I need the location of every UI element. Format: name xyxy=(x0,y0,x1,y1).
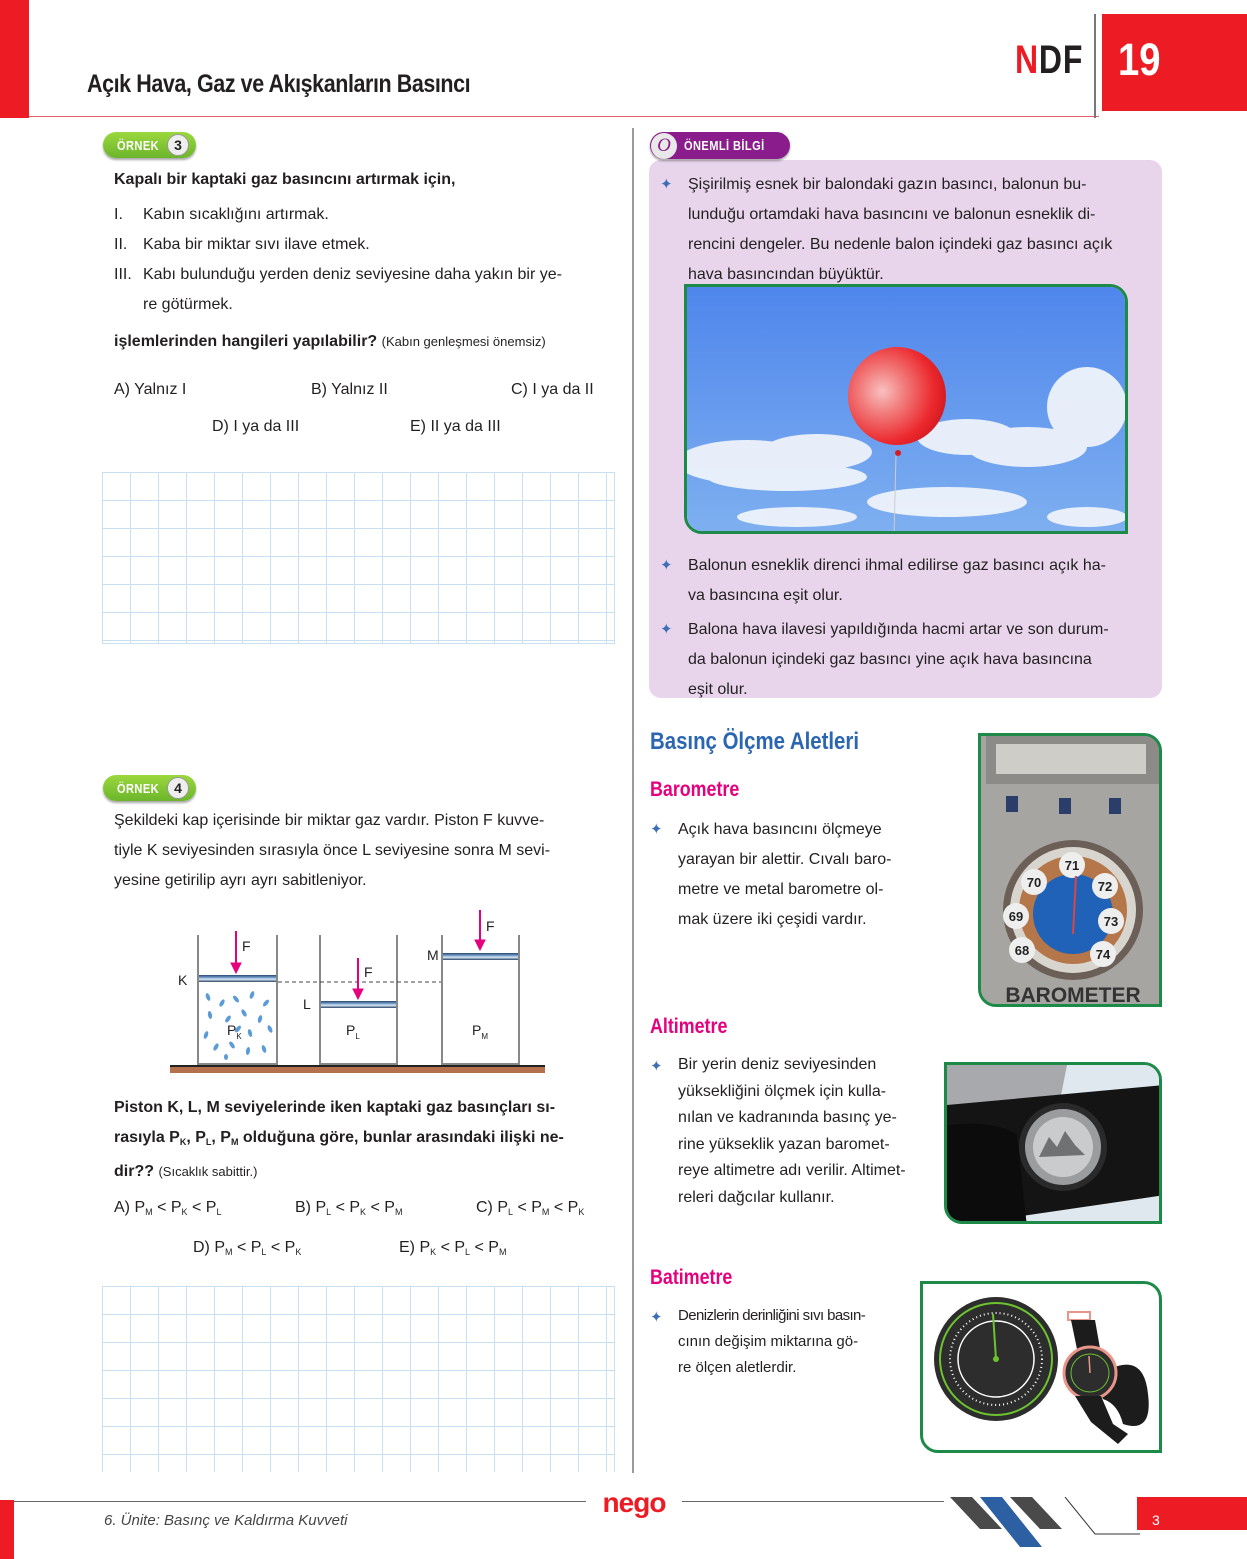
pressure-term: $P_L$ xyxy=(315,1199,332,1217)
desc-line: re ölçen aletlerdir. xyxy=(678,1359,797,1376)
bullet-line: rencini dengeler. Bu nedenle balon içindeki gaz basıncı açık xyxy=(688,236,1113,253)
question-line: dir?? (Sıcaklık sabittir.) xyxy=(114,1163,258,1180)
option-e[interactable] xyxy=(399,1233,506,1267)
pressure-term: $P_L$ xyxy=(205,1199,222,1217)
pressure-term: $P_K$ xyxy=(349,1199,367,1217)
desc-line: yüksekliğini ölçmek için kulla- xyxy=(678,1082,887,1100)
brand-letter-n: N xyxy=(1015,38,1039,82)
piston-l xyxy=(321,1001,396,1008)
info-o-icon: O xyxy=(651,133,677,159)
option-d[interactable]: D) I ya da III xyxy=(212,418,300,435)
barometre-desc xyxy=(650,815,950,935)
svg-text:69: 69 xyxy=(1008,909,1024,924)
important-info-label: ÖNEMLİ BİLGİ xyxy=(684,138,765,153)
piston-m xyxy=(443,953,518,960)
desc-line: metre ve metal barometre ol- xyxy=(678,881,884,898)
bathymeter-photo xyxy=(920,1281,1162,1453)
less-than-sign: < xyxy=(366,1199,385,1216)
example-badge-number: 3 xyxy=(167,134,189,156)
force-label-k: F xyxy=(242,938,251,954)
less-than-sign: < xyxy=(187,1199,206,1216)
intro-line: tiyle K seviyesinden sırasıyla önce L seviyesine sonra M sevi- xyxy=(114,842,551,859)
item-1 xyxy=(114,200,614,230)
pressure-term: $P_K$ xyxy=(284,1239,302,1257)
barometer-photo xyxy=(978,733,1162,1007)
barometer-sign: BAROMETER xyxy=(1005,984,1141,1007)
item-text: Kabın sıcaklığını artırmak. xyxy=(143,206,329,223)
desc-line: Açık hava basıncını ölçmeye xyxy=(678,821,882,838)
force-arrow-k xyxy=(231,931,241,973)
level-label-m: M xyxy=(427,947,439,963)
svg-text:73: 73 xyxy=(1103,914,1119,929)
altimeter-photo xyxy=(944,1062,1162,1224)
pressure-term: $P_M$ xyxy=(531,1199,550,1217)
star-bullet-icon: ✦ xyxy=(650,821,663,838)
bathymeter-image xyxy=(923,1284,1162,1453)
barometer-image xyxy=(981,736,1162,1007)
less-than-sign: < xyxy=(152,1199,171,1216)
desc-line: reye altimetre adı verilir. Altimet- xyxy=(678,1162,906,1179)
piston-k xyxy=(199,975,276,982)
option-label: B) xyxy=(295,1199,316,1216)
desc-line: rine yükseklik yazan baromet- xyxy=(678,1135,890,1153)
piston-figure xyxy=(170,905,550,1075)
pressure-label-k: $P_K$ xyxy=(227,1022,242,1041)
pressure-term: $P_M$ xyxy=(214,1239,233,1257)
example-badge-label: ÖRNEK xyxy=(117,780,160,796)
pressure-term: $P_M$ xyxy=(384,1199,403,1217)
example-3-items xyxy=(114,200,614,320)
page-number: 3 xyxy=(1152,1512,1160,1528)
batimetre-desc xyxy=(650,1303,920,1381)
less-than-sign: < xyxy=(436,1239,455,1256)
publisher-logo xyxy=(586,1485,682,1521)
ground-line xyxy=(170,1065,545,1067)
column-divider xyxy=(632,128,634,1473)
less-than-sign: < xyxy=(513,1199,532,1216)
item-roman: II. xyxy=(114,236,128,253)
pressure-term: $P_L$ xyxy=(250,1239,267,1257)
pressure-term: $P_L$ xyxy=(454,1239,471,1257)
item-2 xyxy=(114,230,614,260)
info-bullet-2 xyxy=(660,551,1160,611)
bullet-line: da balonun içindeki gaz basıncı yine açık hava basıncına xyxy=(688,651,1092,668)
publisher-logo-text: nego xyxy=(602,1487,666,1518)
force-arrow-m xyxy=(475,910,485,950)
intro-line: yesine getirilip ayrı ayrı sabitleniyor. xyxy=(114,872,367,889)
option-e[interactable]: E) II ya da III xyxy=(410,418,501,435)
option-c[interactable]: C) I ya da II xyxy=(511,381,594,398)
less-than-sign: < xyxy=(549,1199,568,1216)
item-3 xyxy=(114,260,614,290)
example-4-question xyxy=(114,1093,624,1187)
force-label-m: F xyxy=(486,918,495,934)
bullet-line: Şişirilmiş esnek bir balondaki gazın basıncı, balonun bu- xyxy=(688,176,1087,193)
example-badge-label: ÖRNEK xyxy=(117,137,160,153)
option-a[interactable] xyxy=(114,1193,221,1227)
less-than-sign: < xyxy=(266,1239,285,1256)
question-note: (Kabın genleşmesi önemsiz) xyxy=(381,334,546,349)
svg-text:74: 74 xyxy=(1095,947,1111,962)
option-label: A) xyxy=(114,1199,135,1216)
pressure-label-l: $P_L$ xyxy=(346,1022,360,1041)
star-bullet-icon: ✦ xyxy=(660,557,673,574)
item-roman: III. xyxy=(114,266,132,283)
pressure-term: $P_K$ xyxy=(419,1239,437,1257)
altimeter-image xyxy=(947,1065,1162,1224)
brand-divider xyxy=(1094,14,1096,118)
instruments-title: Basınç Ölçme Aletleri xyxy=(650,728,860,755)
footer-stripes xyxy=(950,1497,1140,1547)
scratch-grid-1 xyxy=(102,472,615,644)
pressure-term: $P_M$ xyxy=(134,1199,153,1217)
bullet-line: Balonun esneklik direnci ihmal edilirse gaz basıncı açık ha- xyxy=(688,557,1106,574)
footer-red-strip xyxy=(0,1500,14,1559)
balloon-photo xyxy=(684,284,1128,534)
star-bullet-icon: ✦ xyxy=(660,621,673,638)
less-than-sign: < xyxy=(470,1239,489,1256)
batimetre-title: Batimetre xyxy=(650,1266,733,1289)
example-3-intro: Kapalı bir kaptaki gaz basıncını artırmak için, xyxy=(114,171,456,188)
option-label: C) xyxy=(476,1199,498,1216)
less-than-sign: < xyxy=(331,1199,350,1216)
bullet-line: Balona hava ilavesi yapıldığında hacmi artar ve son durum- xyxy=(688,621,1109,638)
item-roman: I. xyxy=(114,206,123,223)
option-b[interactable] xyxy=(295,1193,402,1227)
footer-divider xyxy=(14,1501,944,1502)
svg-text:71: 71 xyxy=(1064,858,1080,873)
intro-line: Şekildeki kap içerisinde bir miktar gaz vardır. Piston F kuvve- xyxy=(114,812,545,829)
gas-molecules xyxy=(203,991,274,1060)
desc-line: Denizlerin derinliğini sıvı basın- xyxy=(678,1307,866,1324)
bullet-line: eşit olur. xyxy=(688,681,748,698)
example-4-badge xyxy=(103,775,196,801)
option-d[interactable] xyxy=(193,1233,301,1267)
item-3-cont: re götürmek. xyxy=(143,296,233,313)
pressure-term: $P_M$ xyxy=(488,1239,507,1257)
option-label: D) xyxy=(193,1239,215,1256)
option-c[interactable] xyxy=(476,1193,584,1227)
star-bullet-icon: ✦ xyxy=(650,1309,663,1326)
item-text: Kaba bir miktar sıvı ilave etmek. xyxy=(143,236,370,253)
example-3-badge xyxy=(103,132,196,158)
footer-unit-text: 6. Ünite: Basınç ve Kaldırma Kuvveti xyxy=(104,1512,348,1529)
altimetre-desc xyxy=(650,1052,950,1211)
force-label-l: F xyxy=(364,964,373,980)
desc-line: cının değişim miktarına gö- xyxy=(678,1333,859,1350)
example-3-question xyxy=(114,327,546,357)
desc-line: Bir yerin deniz seviyesinden xyxy=(678,1056,877,1073)
altimetre-title: Altimetre xyxy=(650,1015,728,1038)
pressure-term: $P_K$ xyxy=(170,1199,188,1217)
ground xyxy=(170,1067,545,1073)
scratch-grid-2 xyxy=(102,1286,615,1472)
level-label-k: K xyxy=(178,972,188,988)
bullet-line: va basıncına eşit olur. xyxy=(688,587,843,604)
header-red-strip xyxy=(0,0,29,118)
desc-line: releri dağcılar kullanır. xyxy=(678,1188,835,1206)
pressure-term: $P_L$ xyxy=(497,1199,514,1217)
option-b[interactable]: B) Yalnız II xyxy=(311,381,388,398)
item-text: Kabı bulunduğu yerden deniz seviyesine daha yakın bir ye- xyxy=(143,266,562,283)
question-note: (Sıcaklık sabittir.) xyxy=(158,1164,258,1179)
bullet-line: lunduğu ortamdaki hava basıncını ve balonun esneklik di- xyxy=(688,206,1096,223)
unit-number: 19 xyxy=(1118,34,1161,85)
example-badge-number: 4 xyxy=(167,777,189,799)
balloon-image xyxy=(687,287,1128,534)
brand-letters-df: DF xyxy=(1038,38,1084,82)
bullet-line: hava basıncından büyüktür. xyxy=(688,266,884,283)
info-bullet-1 xyxy=(660,170,1160,290)
level-label-l: L xyxy=(303,996,311,1012)
force-arrow-l xyxy=(353,958,363,999)
example-4-intro xyxy=(114,806,550,896)
svg-text:70: 70 xyxy=(1026,875,1042,890)
brand-ndf xyxy=(1015,38,1083,83)
question-line: rasıyla $P_K$, $P_L$, $P_M$ olduğuna göre, bunlar arasındaki ilişki ne- xyxy=(114,1129,564,1147)
option-label: E) xyxy=(399,1239,420,1256)
less-than-sign: < xyxy=(232,1239,251,1256)
option-a[interactable]: A) Yalnız I xyxy=(114,381,187,398)
star-bullet-icon: ✦ xyxy=(660,176,673,193)
svg-text:72: 72 xyxy=(1097,879,1113,894)
pressure-term: $P_K$ xyxy=(567,1199,585,1217)
pressure-label-m: $P_M$ xyxy=(472,1022,489,1041)
desc-line: yarayan bir alettir. Cıvalı baro- xyxy=(678,851,892,868)
svg-text:68: 68 xyxy=(1014,943,1030,958)
container-l xyxy=(319,935,398,1065)
header-divider xyxy=(29,116,1099,117)
question-text: işlemlerinden hangileri yapılabilir? xyxy=(114,333,378,350)
barometre-title: Barometre xyxy=(650,778,740,801)
info-bullet-3 xyxy=(660,615,1160,705)
desc-line: mak üzere iki çeşidi vardır. xyxy=(678,911,867,928)
important-info-badge xyxy=(650,132,790,159)
desc-line: nılan ve kadranında basınç ye- xyxy=(678,1109,897,1126)
page-title: Açık Hava, Gaz ve Akışkanların Basıncı xyxy=(87,70,471,98)
red-balloon xyxy=(848,347,946,445)
question-line: Piston K, L, M seviyelerinde iken kaptaki gaz basınçları sı- xyxy=(114,1099,556,1116)
star-bullet-icon: ✦ xyxy=(650,1058,663,1075)
